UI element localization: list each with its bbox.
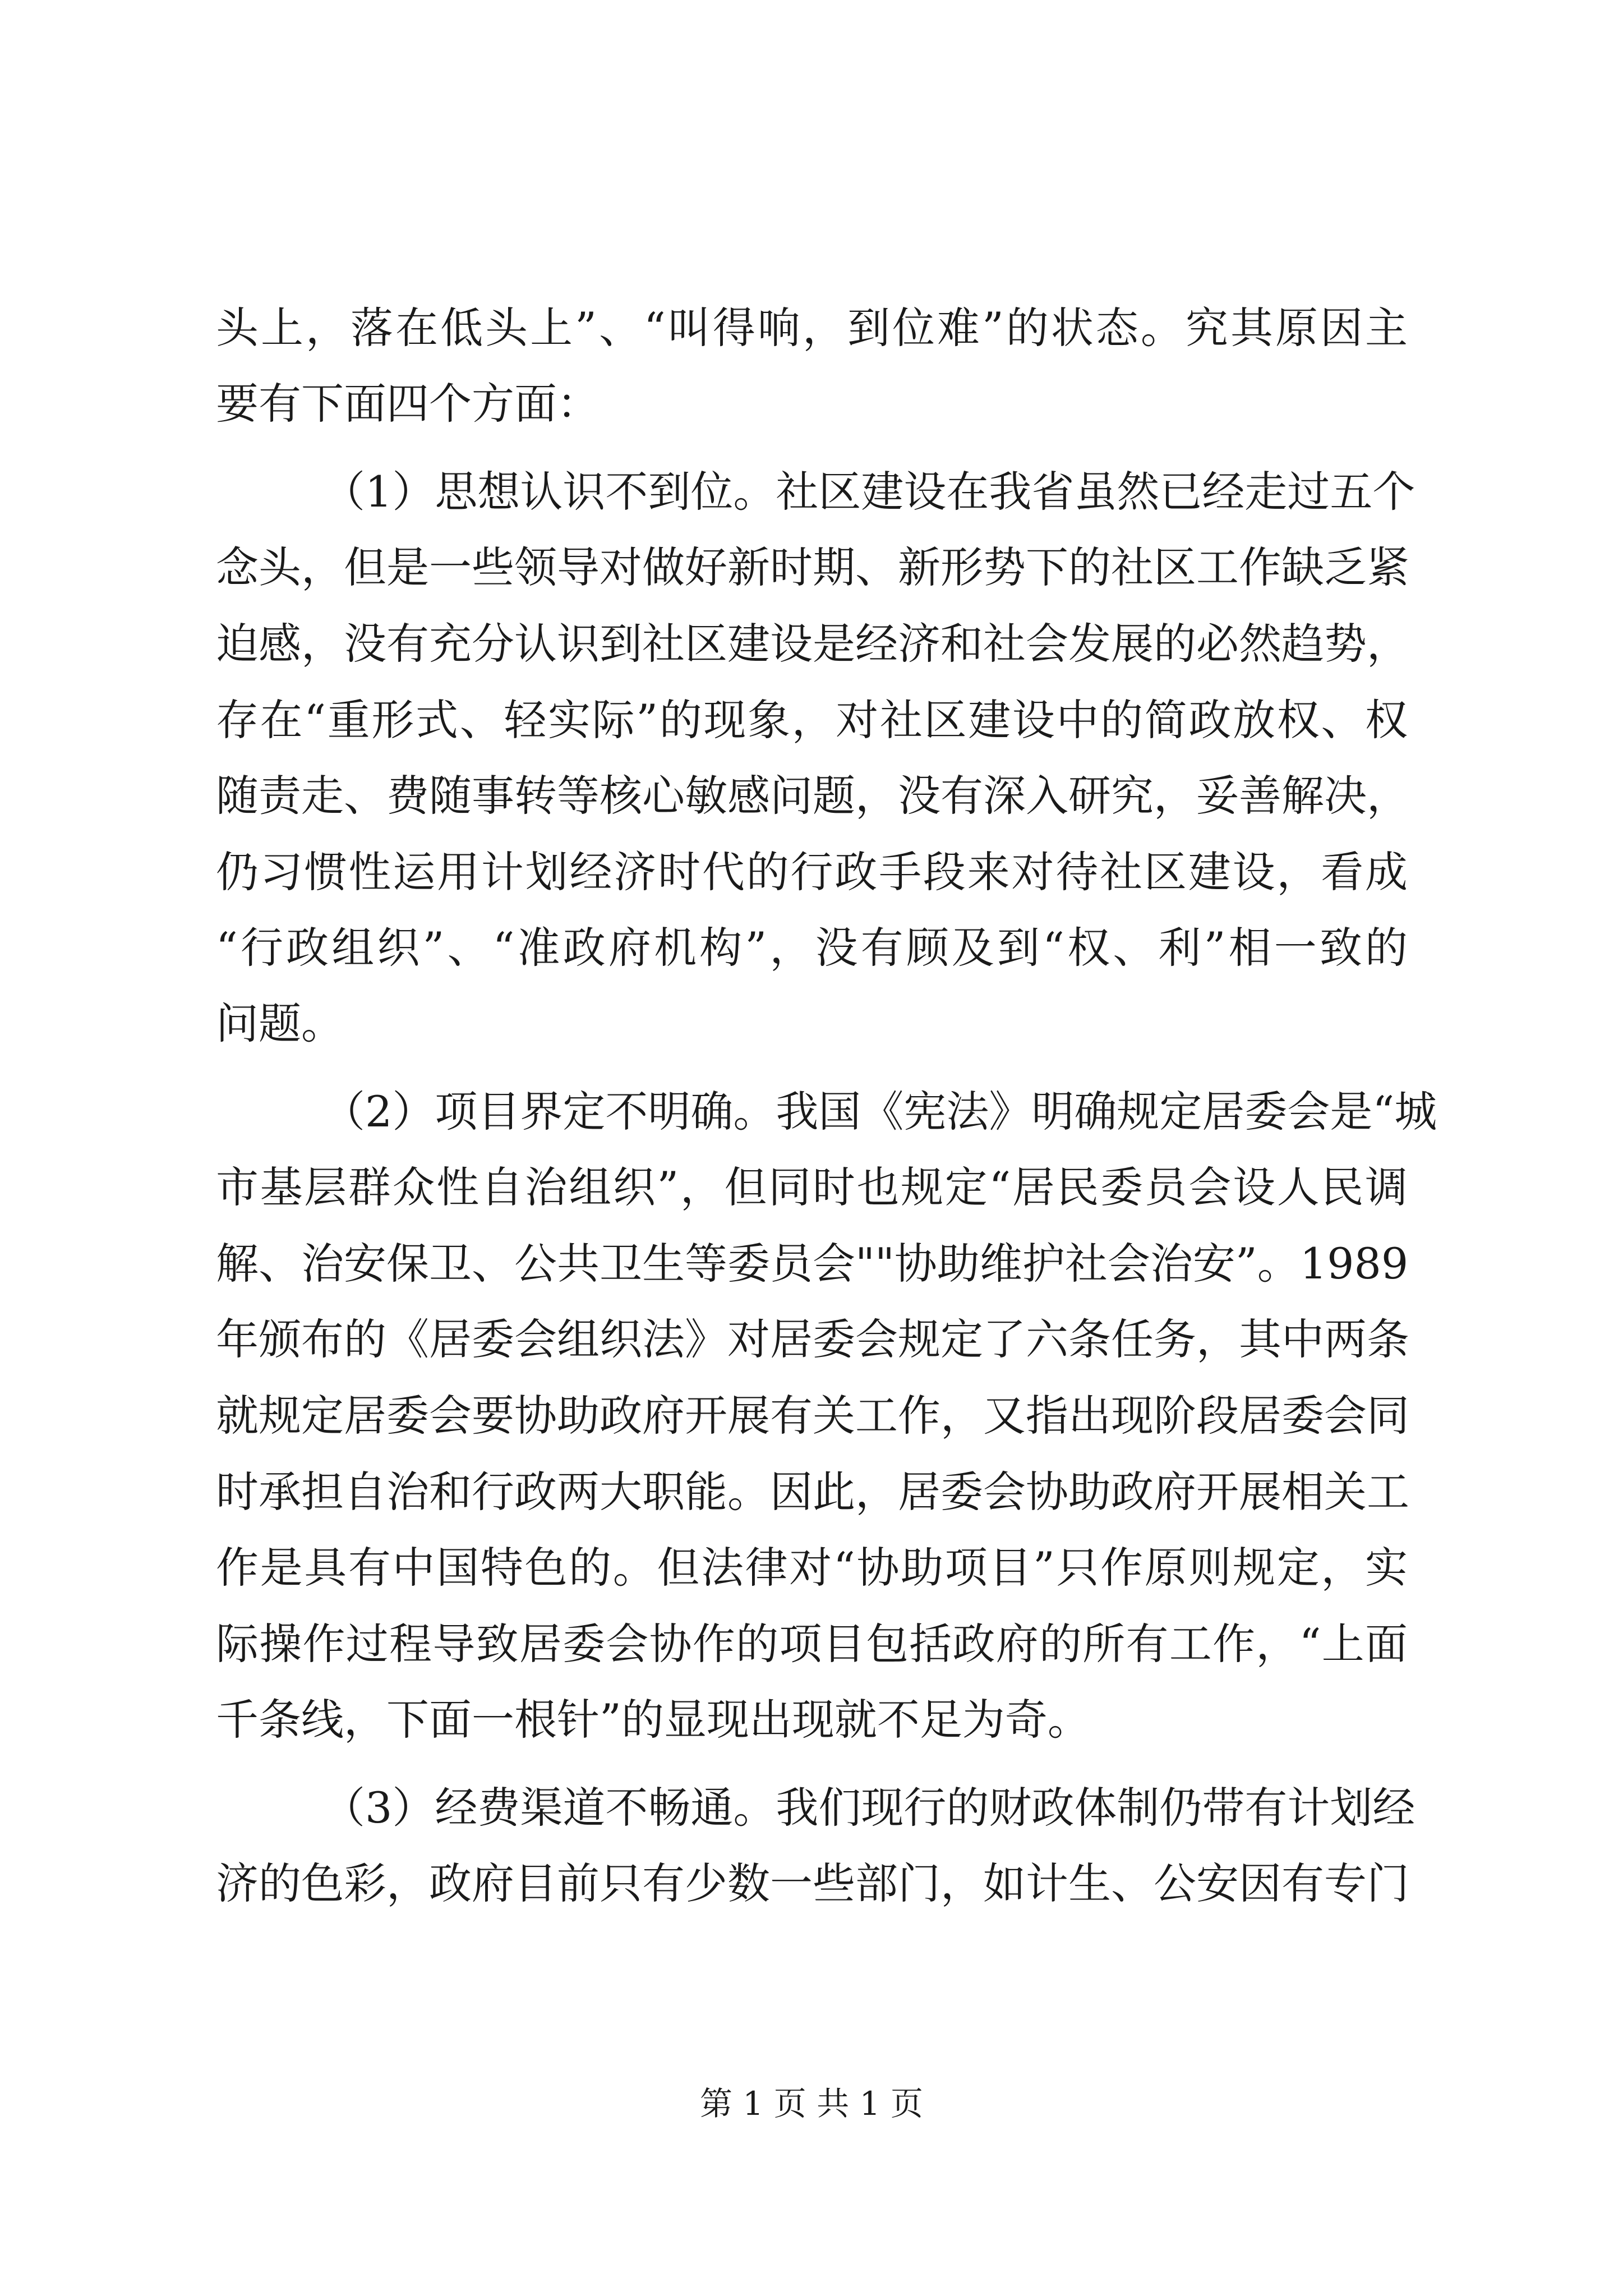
text-line: 作是具有中国特色的。但法律对“协助项目”只作原则规定，实 [216, 1543, 1408, 1593]
text-line: 迫感，没有充分认识到社区建设是经济和社会发展的必然趋势， [216, 619, 1409, 669]
text-line: 问题。 [216, 999, 344, 1048]
paragraph-heading-line: （2）项目界定不明确。我国《宪法》明确规定居委会是“城 [322, 1087, 1437, 1137]
text-line: “行政组织”、“准政府机构”，没有顾及到“权、利”相一致的 [216, 923, 1408, 973]
text-line: 头上，落在低头上”、“叫得响，到位难”的状态。究其原因主 [216, 303, 1408, 353]
text-line: 随责走、费随事转等核心敏感问题，没有深入研究，妥善解决， [216, 771, 1409, 821]
text-line: 千条线，下面一根针”的显现出现就不足为奇。 [216, 1695, 1090, 1745]
text-line: 存在“重形式、轻实际”的现象，对社区建设中的简政放权、权 [216, 695, 1408, 745]
text-line: 念头，但是一些领导对做好新时期、新形势下的社区工作缺乏紧 [216, 542, 1409, 592]
text-line: 年颁布的《居委会组织法》对居委会规定了六条任务，其中两条 [216, 1314, 1409, 1364]
text-line: 市基层群众性自治组织”，但同时也规定“居民委员会设人民调 [216, 1162, 1408, 1212]
text-line: 仍习惯性运用计划经济时代的行政手段来对待社区建设，看成 [216, 847, 1408, 897]
text-line: 济的色彩，政府目前只有少数一些部门，如计生、公安因有专门 [216, 1858, 1409, 1908]
page-footer: 第 1 页 共 1 页 [700, 2085, 923, 2123]
text-line: 际操作过程导致居委会协作的项目包括政府的所有工作，“上面 [216, 1619, 1408, 1669]
paragraph-heading-line: （1）思想认识不到位。社区建设在我省虽然已经走过五个 [322, 467, 1415, 517]
text-line: 时承担自治和行政两大职能。因此，居委会协助政府开展相关工 [216, 1467, 1409, 1517]
text-line: 解、治安保卫、公共卫生等委员会""协助维护社会治安”。1989 [216, 1239, 1409, 1289]
text-line: 就规定居委会要协助政府开展有关工作，又指出现阶段居委会同 [216, 1391, 1409, 1441]
paragraph-heading-line: （3）经费渠道不畅通。我们现行的财政体制仍带有计划经 [322, 1783, 1415, 1833]
text-line: 要有下面四个方面： [216, 379, 600, 429]
